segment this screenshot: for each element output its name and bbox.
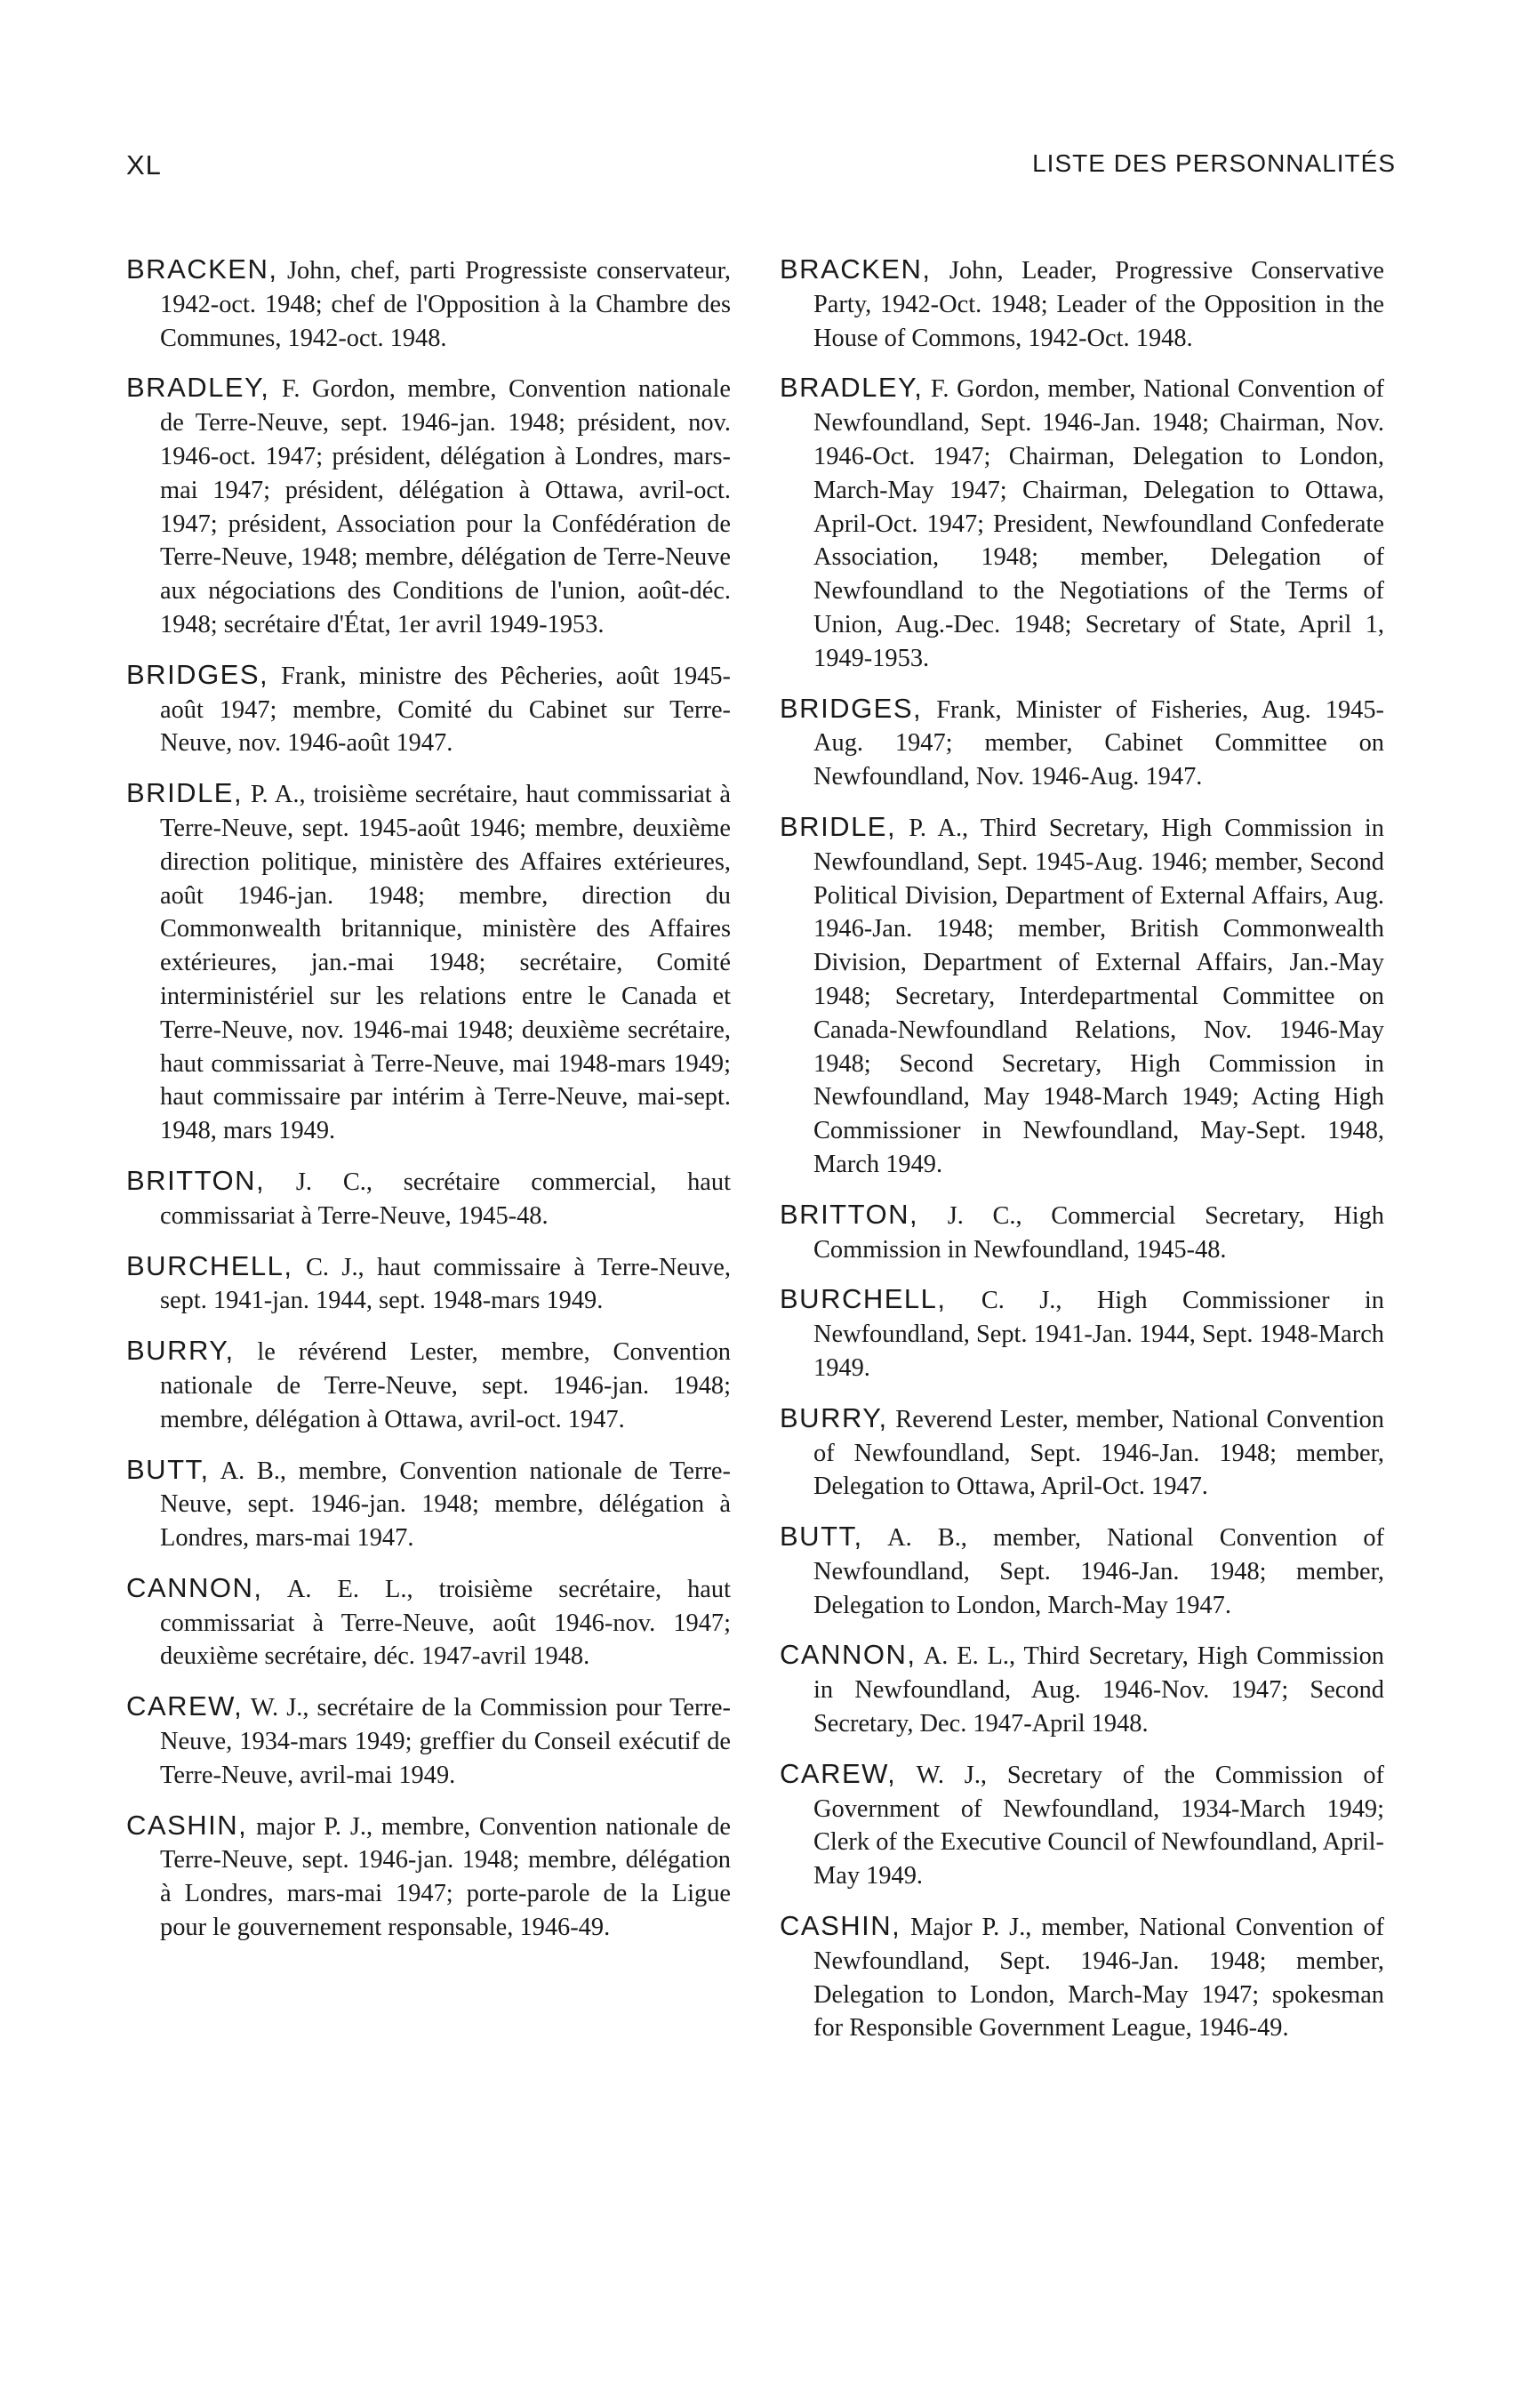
entry-name: BURRY,: [126, 1335, 235, 1367]
entry-name: BRACKEN,: [780, 253, 932, 285]
entry-text: P. A., Third Secretary, High Commission in Newfoundland, Sept. 1945-Aug. 1946; member, Second Political Division, Department of External Affairs, Aug. 1946-Jan. 1948; member, British Commonwealth Division, Department of External Affairs, Jan.-May 1948; Secretary, Interdepartmental Committee on Canada-Newfoundland Relations, Nov. 1946-May 1948; Second Secretary, High Commission in Newfoundland, May 1948-March 1949; Acting High Commissioner in Newfoundland, May-Sept. 1948, March 1949.: [813, 814, 1384, 1178]
entry-text: J. C., secrétaire commercial, haut commissariat à Terre-Neuve, 1945-48.: [160, 1168, 731, 1230]
entry-fr-carew: [126, 1690, 731, 1792]
entry-text: A. B., member, National Convention of Newfoundland, Sept. 1946-Jan. 1948; member, Delegation to London, March-May 1947.: [813, 1524, 1384, 1619]
entry-en-butt: [780, 1520, 1384, 1622]
entry-en-britton: [780, 1198, 1384, 1267]
entry-name: CASHIN,: [780, 1910, 901, 1942]
entry-fr-bridges: [126, 658, 731, 760]
page-number: XL: [126, 149, 162, 181]
entry-en-bradley: [780, 371, 1384, 675]
entry-name: BURCHELL,: [780, 1283, 947, 1315]
entry-name: BURRY,: [780, 1401, 888, 1433]
entry-fr-bridle: [126, 776, 731, 1148]
entry-name: BRITTON,: [780, 1198, 919, 1230]
entry-text: Reverend Lester, member, National Convention of Newfoundland, Sept. 1946-Jan. 1948; member, Delegation to Ottawa, April-Oct. 1947.: [813, 1405, 1384, 1501]
entry-text: F. Gordon, member, National Convention of Newfoundland, Sept. 1946-Jan. 1948; Chairman, Nov. 1946-Oct. 1947; Chairman, Delegation to London, March-May 1947; Chairman, Delegation to Ottawa, April-Oct. 1947; President, Newfoundland Confederate Association, 1948; member, Delegation of Newfoundland to the Negotiations of the Terms of Union, Aug.-Dec. 1948; Secretary of State, April 1, 1949-1953.: [813, 375, 1384, 672]
entry-name: BRADLEY,: [780, 372, 924, 404]
entry-name: CANNON,: [126, 1571, 263, 1603]
entry-fr-bracken: [126, 253, 731, 355]
entry-en-carew: [780, 1757, 1384, 1893]
entry-en-burry: [780, 1401, 1384, 1504]
entry-name: BRITTON,: [126, 1164, 266, 1196]
entry-name: CAREW,: [126, 1690, 244, 1722]
entry-name: BRIDGES,: [780, 692, 923, 724]
entry-fr-bradley: [126, 371, 731, 641]
entry-en-cashin: [780, 1909, 1384, 2045]
entry-text: le révérend Lester, membre, Convention nationale de Terre-Neuve, sept. 1946-jan. 1948; membre, délégation à Ottawa, avril-oct. 1947.: [160, 1338, 731, 1433]
entry-en-cannon: [780, 1638, 1384, 1740]
entry-fr-cashin: [126, 1809, 731, 1945]
french-column: [126, 253, 731, 1961]
entry-text: A. E. L., troisième secrétaire, haut commissariat à Terre-Neuve, août 1946-nov. 1947; deuxième secrétaire, déc. 1947-avril 1948.: [160, 1575, 731, 1671]
entry-fr-butt: [126, 1453, 731, 1555]
entry-fr-britton: [126, 1164, 731, 1233]
entry-text: F. Gordon, membre, Convention nationale de Terre-Neuve, sept. 1946-jan. 1948; président, nov. 1946-oct. 1947; président, délégation à Londres, mars-mai 1947; président, délégation à Ottawa, avril-oct. 1947; président, Association pour la Confédération de Terre-Neuve, 1948; membre, délégation de Terre-Neuve aux négociations des Conditions de l'union, août-déc. 1948; secrétaire d'État, 1er avril 1949-1953.: [160, 375, 731, 638]
entry-text: Frank, ministre des Pêcheries, août 1945-août 1947; membre, Comité du Cabinet sur Terre-Neuve, nov. 1946-août 1947.: [160, 662, 731, 758]
entry-text: A. E. L., Third Secretary, High Commission in Newfoundland, Aug. 1946-Nov. 1947; Second Secretary, Dec. 1947-April 1948.: [813, 1642, 1384, 1738]
entry-text: C. J., haut commissaire à Terre-Neuve, sept. 1941-jan. 1944, sept. 1948-mars 1949.: [160, 1253, 731, 1315]
entry-name: BURCHELL,: [126, 1249, 293, 1281]
entry-name: CASHIN,: [126, 1809, 248, 1841]
entry-text: W. J., Secretary of the Commission of Government of Newfoundland, 1934-March 1949; Clerk of the Executive Council of Newfoundland, April-May 1949.: [813, 1761, 1384, 1890]
entry-name: CANNON,: [780, 1639, 917, 1671]
entry-name: BUTT,: [126, 1453, 210, 1485]
running-title: LISTE DES PERSONNALITÉS: [1032, 149, 1396, 177]
running-header: [126, 149, 1396, 185]
entry-text: Frank, Minister of Fisheries, Aug. 1945-Aug. 1947; member, Cabinet Committee on Newfoundland, Nov. 1946-Aug. 1947.: [813, 695, 1384, 791]
entry-name: CAREW,: [780, 1757, 897, 1789]
entry-en-bracken: [780, 253, 1384, 355]
entry-text: C. J., High Commissioner in Newfoundland, Sept. 1941-Jan. 1944, Sept. 1948-March 1949.: [813, 1287, 1384, 1382]
entry-name: BRIDGES,: [126, 658, 269, 690]
entry-text: J. C., Commercial Secretary, High Commission in Newfoundland, 1945-48.: [813, 1201, 1384, 1264]
entry-en-burchell: [780, 1282, 1384, 1385]
entry-text: A. B., membre, Convention nationale de Terre-Neuve, sept. 1946-jan. 1948; membre, délégation à Londres, mars-mai 1947.: [160, 1457, 731, 1553]
entry-text: P. A., troisième secrétaire, haut commissariat à Terre-Neuve, sept. 1945-août 1946; membre, deuxième direction politique, ministère des Affaires extérieures, août 1946-jan. 1948; membre, direction du Commonwealth britannique, ministère des Affaires extérieures, jan.-mai 1948; secrétaire, Comité interministériel sur les relations entre le Canada et Terre-Neuve, nov. 1946-mai 1948; deuxième secrétaire, haut commissariat à Terre-Neuve, mai 1948-mars 1949; haut commissaire par intérim à Terre-Neuve, mai-sept. 1948, mars 1949.: [160, 781, 731, 1145]
entry-text: John, chef, parti Progressiste conservateur, 1942-oct. 1948; chef de l'Opposition à la Chambre des Communes, 1942-oct. 1948.: [160, 257, 731, 352]
english-column: [780, 253, 1384, 2061]
entry-fr-cannon: [126, 1571, 731, 1674]
entry-en-bridges: [780, 692, 1384, 794]
entry-fr-burry: [126, 1334, 731, 1436]
entry-text: major P. J., membre, Convention nationale de Terre-Neuve, sept. 1946-jan. 1948; membre, délégation à Londres, mars-mai 1947; porte-parole de la Ligue pour le gouvernement responsable, 1946-49.: [160, 1812, 731, 1942]
entry-name: BRIDLE,: [780, 810, 897, 842]
entry-text: W. J., secrétaire de la Commission pour Terre-Neuve, 1934-mars 1949; greffier du Conseil exécutif de Terre-Neuve, avril-mai 1949.: [160, 1694, 731, 1789]
entry-name: BRACKEN,: [126, 253, 278, 285]
entry-name: BRIDLE,: [126, 777, 244, 809]
entry-fr-burchell: [126, 1249, 731, 1319]
entry-text: John, Leader, Progressive Conservative Party, 1942-Oct. 1948; Leader of the Opposition in the House of Commons, 1942-Oct. 1948.: [813, 257, 1384, 352]
entry-en-bridle: [780, 810, 1384, 1182]
entry-text: Major P. J., member, National Convention of Newfoundland, Sept. 1946-Jan. 1948; member, Delegation to London, March-May 1947; spokesman for Responsible Government League, 1946-49.: [813, 1914, 1384, 2043]
entry-name: BUTT,: [780, 1521, 863, 1553]
entry-name: BRADLEY,: [126, 372, 270, 404]
